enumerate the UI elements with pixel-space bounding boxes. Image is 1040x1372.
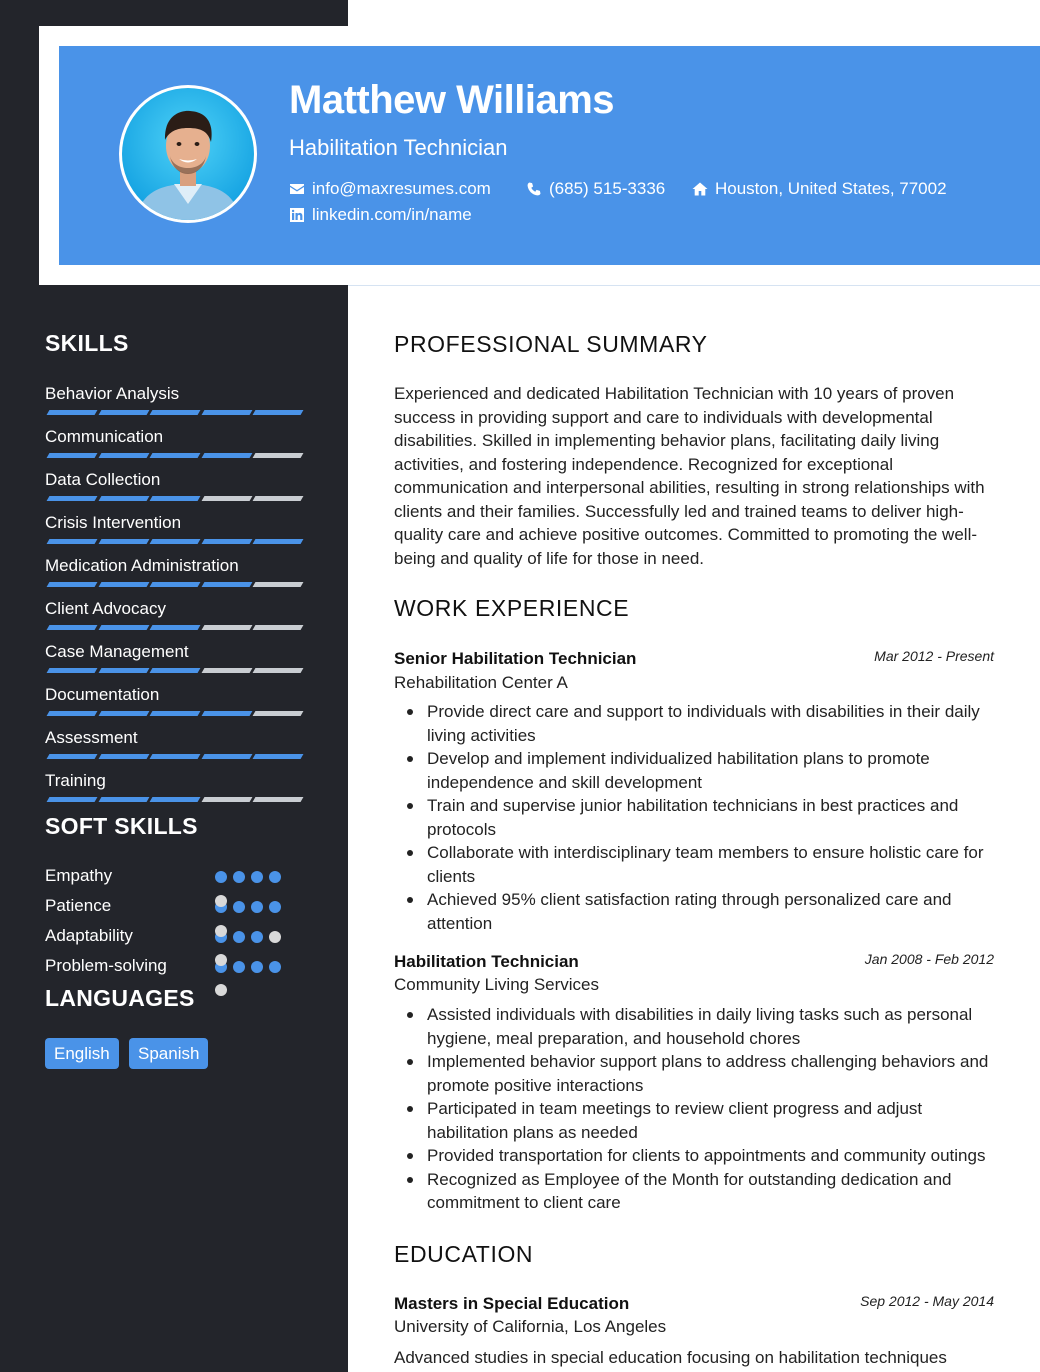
job-bullet-list bbox=[394, 700, 1004, 935]
profile-photo bbox=[122, 88, 254, 220]
skill-item bbox=[45, 384, 301, 404]
skill-level-bar bbox=[45, 496, 301, 502]
skill-level-segment-filled bbox=[253, 539, 304, 544]
skill-level-segment-filled bbox=[201, 711, 252, 716]
rating-dot-filled bbox=[233, 931, 245, 943]
skill-level-bar bbox=[45, 797, 301, 803]
education-description: Advanced studies in special education focusing on habilitation techniques bbox=[394, 1348, 947, 1367]
summary-text: Experienced and dedicated Habilitation Technician with 10 years of proven success in providing support and care to individuals with developmental disabilities. Skilled in implementing behavior plans, facilitating daily living activities, and fostering independence. Recognized for exceptional communication and interpersonal abilities, resulting in strong relationships with clients and their families. Successfully led and trained teams to deliver high-quality care and achieve positive outcomes. Committed to promoting the well-being and quality of life for those in need. bbox=[394, 384, 985, 568]
header-divider bbox=[348, 285, 1040, 286]
skill-level-segment-filled bbox=[201, 754, 252, 759]
email-contact[interactable] bbox=[289, 179, 491, 199]
skill-level-segment-filled bbox=[98, 496, 149, 501]
job-bullet: Collaborate with interdisciplinary team members to ensure holistic care for clients bbox=[427, 841, 1004, 888]
rating-dot-filled bbox=[251, 931, 263, 943]
education-dates: Sep 2012 - May 2014 bbox=[860, 1293, 994, 1309]
skill-item bbox=[45, 771, 301, 791]
skill-level-segment-filled bbox=[47, 711, 98, 716]
skill-level-segment-filled bbox=[150, 711, 201, 716]
phone-contact[interactable] bbox=[526, 179, 665, 199]
skill-level-segment-filled bbox=[201, 453, 252, 458]
skill-level-segment-empty bbox=[253, 711, 304, 716]
email-text: info@maxresumes.com bbox=[312, 179, 491, 198]
skill-level-segment-filled bbox=[98, 539, 149, 544]
skill-level-bar bbox=[45, 539, 301, 545]
skill-level-segment-filled bbox=[201, 582, 252, 587]
skill-name: Case Management bbox=[45, 642, 189, 661]
skill-level-segment-filled bbox=[98, 453, 149, 458]
skill-level-segment-filled bbox=[150, 754, 201, 759]
skill-level-segment-filled bbox=[98, 797, 149, 802]
job-bullet: Participated in team meetings to review client progress and adjust habilitation plans as needed bbox=[427, 1097, 1004, 1144]
education-heading: EDUCATION bbox=[394, 1241, 534, 1267]
skill-level-segment-filled bbox=[98, 711, 149, 716]
phone-text: (685) 515-3336 bbox=[549, 179, 666, 198]
rating-dot-empty bbox=[269, 931, 281, 943]
skill-item bbox=[45, 470, 301, 490]
job-employer: Community Living Services bbox=[394, 975, 600, 994]
candidate-title: Habilitation Technician bbox=[289, 135, 508, 160]
job-bullet: Assisted individuals with disabilities in daily living tasks such as personal hygiene, meal preparation, and household chores bbox=[427, 1003, 1004, 1050]
phone-icon bbox=[526, 181, 542, 197]
skill-level-segment-empty bbox=[201, 797, 252, 802]
avatar bbox=[119, 85, 257, 223]
linkedin-icon bbox=[289, 207, 305, 223]
job-bullet-list bbox=[394, 1003, 1004, 1215]
soft-skill-name: Adaptability bbox=[45, 926, 133, 945]
skill-level-segment-filled bbox=[201, 539, 252, 544]
linkedin-contact[interactable] bbox=[289, 205, 472, 225]
skill-level-segment-empty bbox=[201, 625, 252, 630]
skill-level-segment-filled bbox=[150, 625, 201, 630]
rating-dot-artifact bbox=[215, 954, 227, 966]
language-tag: English bbox=[45, 1038, 119, 1069]
summary-heading: PROFESSIONAL SUMMARY bbox=[394, 331, 708, 357]
skill-level-segment-filled bbox=[98, 625, 149, 630]
skill-name: Crisis Intervention bbox=[45, 513, 182, 532]
skill-level-segment-filled bbox=[98, 668, 149, 673]
skill-level-segment-empty bbox=[253, 625, 304, 630]
skill-level-segment-filled bbox=[98, 754, 149, 759]
rating-dot-filled bbox=[233, 961, 245, 973]
soft-skills-heading: SOFT SKILLS bbox=[45, 813, 198, 839]
skill-level-segment-filled bbox=[47, 582, 98, 587]
skill-name: Behavior Analysis bbox=[45, 384, 180, 403]
skill-item bbox=[45, 728, 301, 748]
job-dates: Jan 2008 - Feb 2012 bbox=[864, 951, 994, 967]
skill-level-segment-filled bbox=[253, 754, 304, 759]
skill-level-segment-filled bbox=[47, 797, 98, 802]
skill-level-bar bbox=[45, 453, 301, 459]
skill-level-bar bbox=[45, 711, 301, 717]
skill-item bbox=[45, 427, 301, 447]
skill-level-segment-filled bbox=[47, 625, 98, 630]
skill-name: Communication bbox=[45, 427, 164, 446]
skill-level-bar bbox=[45, 754, 301, 760]
skill-name: Client Advocacy bbox=[45, 599, 166, 618]
rating-dot-artifact bbox=[215, 925, 227, 937]
skill-name: Training bbox=[45, 771, 106, 790]
linkedin-text: linkedin.com/in/name bbox=[312, 205, 472, 224]
envelope-icon bbox=[289, 181, 305, 197]
job-title: Senior Habilitation Technician bbox=[394, 649, 637, 668]
job-bullet: Train and supervise junior habilitation technicians in best practices and protocols bbox=[427, 794, 1004, 841]
job-bullet: Implemented behavior support plans to address challenging behaviors and promote positive interactions bbox=[427, 1050, 1004, 1097]
language-tag: Spanish bbox=[129, 1038, 208, 1069]
rating-dot-filled bbox=[269, 871, 281, 883]
rating-dot-artifact bbox=[215, 895, 227, 907]
soft-skill-name: Problem-solving bbox=[45, 956, 167, 975]
skill-level-segment-filled bbox=[47, 668, 98, 673]
job-bullet: Recognized as Employee of the Month for outstanding dedication and commitment to client care bbox=[427, 1168, 1004, 1215]
skill-level-segment-filled bbox=[47, 453, 98, 458]
rating-dot-filled bbox=[251, 901, 263, 913]
job-bullet: Provide direct care and support to individuals with disabilities in their daily living activities bbox=[427, 700, 1004, 747]
soft-skill-name: Empathy bbox=[45, 866, 113, 885]
rating-dot-filled bbox=[233, 871, 245, 883]
skill-level-segment-filled bbox=[150, 668, 201, 673]
school-name: University of California, Los Angeles bbox=[394, 1317, 667, 1336]
skill-name: Assessment bbox=[45, 728, 138, 747]
skill-level-segment-filled bbox=[150, 496, 201, 501]
rating-dot-filled bbox=[215, 871, 227, 883]
soft-skill-item bbox=[45, 896, 285, 918]
skill-item bbox=[45, 642, 301, 662]
skill-level-segment-empty bbox=[201, 668, 252, 673]
skill-name: Data Collection bbox=[45, 470, 161, 489]
skill-level-segment-empty bbox=[253, 797, 304, 802]
home-icon bbox=[692, 181, 708, 197]
soft-skill-item bbox=[45, 926, 285, 948]
skill-item bbox=[45, 556, 301, 576]
skill-name: Documentation bbox=[45, 685, 160, 704]
rating-dot-filled bbox=[233, 901, 245, 913]
rating-dot-filled bbox=[269, 901, 281, 913]
skill-level-segment-filled bbox=[150, 410, 201, 415]
skill-level-bar bbox=[45, 410, 301, 416]
skill-level-segment-filled bbox=[150, 582, 201, 587]
location-text: Houston, United States, 77002 bbox=[715, 179, 947, 198]
job-bullet: Achieved 95% client satisfaction rating through personalized care and attention bbox=[427, 888, 1004, 935]
job-bullet: Develop and implement individualized habilitation plans to promote independence and skill development bbox=[427, 747, 1004, 794]
skill-level-segment-empty bbox=[201, 496, 252, 501]
skill-level-segment-filled bbox=[47, 539, 98, 544]
degree-title: Masters in Special Education bbox=[394, 1294, 630, 1313]
job-bullet: Provided transportation for clients to appointments and community outings bbox=[427, 1144, 1004, 1168]
experience-heading: WORK EXPERIENCE bbox=[394, 595, 630, 621]
soft-skill-name: Patience bbox=[45, 896, 112, 915]
skill-level-segment-empty bbox=[253, 496, 304, 501]
location-contact bbox=[692, 179, 947, 199]
job-title: Habilitation Technician bbox=[394, 952, 579, 971]
skill-level-bar bbox=[45, 668, 301, 674]
skill-item bbox=[45, 513, 301, 533]
skill-level-segment-filled bbox=[47, 410, 98, 415]
skill-item bbox=[45, 685, 301, 705]
skill-level-segment-filled bbox=[47, 754, 98, 759]
skill-level-segment-empty bbox=[253, 453, 304, 458]
skill-level-segment-filled bbox=[201, 410, 252, 415]
candidate-name: Matthew Williams bbox=[289, 78, 615, 122]
rating-dot-filled bbox=[251, 871, 263, 883]
skill-level-segment-filled bbox=[150, 453, 201, 458]
job-dates: Mar 2012 - Present bbox=[874, 648, 994, 664]
rating-dot-filled bbox=[269, 961, 281, 973]
skill-level-segment-filled bbox=[47, 496, 98, 501]
rating-dot-filled bbox=[251, 961, 263, 973]
skill-level-bar bbox=[45, 582, 301, 588]
rating-dot-artifact bbox=[215, 984, 227, 996]
skill-level-segment-filled bbox=[253, 410, 304, 415]
soft-skill-item bbox=[45, 956, 285, 978]
skill-level-segment-empty bbox=[253, 582, 304, 587]
skill-level-bar bbox=[45, 625, 301, 631]
skills-heading: SKILLS bbox=[45, 330, 129, 356]
job-employer: Rehabilitation Center A bbox=[394, 673, 568, 692]
skill-level-segment-filled bbox=[98, 582, 149, 587]
skill-level-segment-filled bbox=[98, 410, 149, 415]
skill-name: Medication Administration bbox=[45, 556, 239, 575]
languages-heading: LANGUAGES bbox=[45, 985, 195, 1011]
skill-item bbox=[45, 599, 301, 619]
soft-skill-item bbox=[45, 866, 285, 888]
skill-level-segment-empty bbox=[253, 668, 304, 673]
skill-level-segment-filled bbox=[150, 797, 201, 802]
skill-level-segment-filled bbox=[150, 539, 201, 544]
